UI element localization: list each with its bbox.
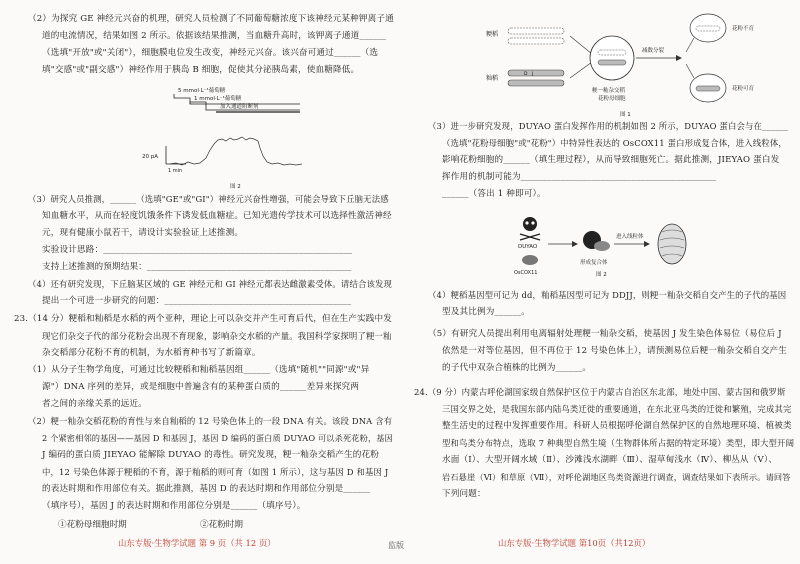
text-line: （选填"开放"或"关闭"），细胞膜电位发生改变，神经元兴奋。该兴奋可通过______（选 (42, 48, 379, 58)
fertile-label: 花粉可育 (732, 86, 755, 92)
text-line: 杂交稻部分花粉不育的机制，为水稻育种书写了新篇章。 (42, 348, 261, 358)
japonica-label: 粳稻 (486, 31, 499, 38)
text-line: （4）还有研究发现，下丘脑某区域的 GE 神经元和 GI 神经元都表达雌激素受体。请结合该发现 (28, 279, 393, 289)
pollen-figure (480, 6, 770, 120)
text-line: 知血糖水平，从而在轻度饥饿条件下诱发低血糖症。已知光遗传学技术可以选择性激活神经 (42, 211, 392, 221)
text-line: 提出一个可进一步研究的问题：__________________________________________ (42, 296, 352, 306)
text-line: （3）进一步研究发现，DUYAO 蛋白发挥作用的机制如图 2 所示，DUYAO 蛋白会与在______ (428, 121, 789, 131)
text-line: 的子代中双杂合植株的比例为______。 (442, 363, 592, 373)
text-line: J 编码的蛋白质 JIEYAO 能解除 DUYAO 的毒性。研究发现，粳一籼杂交稻产生的花粉 (42, 450, 379, 460)
gene-j-label: J (532, 72, 534, 77)
current-trace (170, 137, 302, 165)
complex-label: 形成复合体 (580, 260, 608, 266)
text-line: （3）研究人员推测，______（选填"GE"或"GI"）神经元兴奋性增强，可能会导致下丘脑无法感 (28, 194, 389, 204)
text-line: （5）有研究人员提出利用电离辐射处理粳一籼杂交稻，使基因 J 发生染色体易位（易位后 J (428, 329, 782, 339)
text-line: 2 个紧密相邻的基因——基因 D 和基因 J，基因 D 编码的蛋白质 DUYAO 可以杀死花粉，基因 (42, 433, 393, 443)
current-trace-figure (142, 84, 320, 190)
text-line: 三国交界之处，是我国东部内陆鸟类迁徙的重要通道，在东北亚鸟类的迁徙和繁殖，完成其完 (442, 404, 792, 414)
oscox-shape (522, 255, 538, 265)
text-line: ______（答出 1 种即可）。 (442, 189, 546, 199)
meiosis-label: 减数分裂 (642, 48, 665, 54)
text-line: （选填"花粉母细胞"或"花粉"）中特异性表达的 OsCOX11 蛋白形成复合体，进入线粒体， (442, 138, 787, 148)
scale-x-label: 1 min (168, 168, 183, 174)
page-footer-right: 山东专版·生物学试题 第10页（共12页） (498, 538, 651, 548)
right-column (400, 0, 800, 564)
enter-label: 进入线粒体 (616, 234, 644, 240)
text-line: 现它们杂交子代的部分花粉会出现不育现象，影响杂交水稻的产量。我国科学家探明了粳一籼 (42, 331, 392, 341)
gene-d-label: D (524, 72, 528, 77)
text-line: 整生活史的过程中发挥重要作用。科研人员根据呼伦湖自然保护区的自然地理环境、植被类 (442, 421, 792, 431)
hybrid-label: 粳一籼杂交稻 (592, 88, 626, 94)
figure-caption: 图 1 (620, 112, 631, 118)
japonica-chromosomes (508, 28, 564, 44)
text-line: 岩石悬崖（Ⅵ）和草原（Ⅶ），对呼伦湖地区鸟类资源进行调查，调查结果如下表所示。请回答 (442, 472, 791, 482)
page-footer-left: 山东专版·生物学试题 第 9 页（共 12 页） (118, 538, 276, 548)
sterile-label: 花粉不育 (732, 26, 755, 32)
text-line: 道的电流情况，结果如图 2 所示。依据该结果推测，当血糖升高时，该钾离子通道______ (42, 31, 387, 41)
figure-caption: 图 2 (596, 272, 607, 278)
text-line: 水面（Ⅰ）、大型开阔水域（Ⅱ）、沙滩浅水湖畔（Ⅲ）、湿草甸浅水（Ⅳ）、柳丛从（Ⅴ）、 (442, 455, 778, 465)
duyao-label: DUYAO (518, 244, 538, 250)
text-line: 挥作用的机制可能为____________________________________________ (442, 172, 717, 182)
figure-caption: 图 2 (230, 184, 241, 190)
question-23-line: 23.（14 分）粳稻和籼稻是水稻的两个亚种，理论上可以杂交并产生可育后代，但在生产实践中发 (14, 314, 392, 324)
scale-y-label: 20 pA (142, 154, 159, 160)
glucose-high-label: 5 mmol·L⁻¹葡萄糖 (178, 88, 226, 94)
oscox-label: OsCOX11 (514, 270, 538, 276)
text-line: 下列问题： (442, 489, 486, 499)
text-line: 依然是一对等位基因，但不再位于 12 号染色体上），请预测易位后粳一籼杂交稻自交产生 (442, 346, 787, 356)
hybrid-cell (590, 36, 634, 80)
option-2: ②花粉时期 (200, 520, 243, 530)
text-line: 源"）DNA 序列的差异，或是细胞中普遍含有的某种蛋白质的______差异来探究两 (42, 382, 360, 392)
option-1: ①花粉母细胞时期 (58, 520, 127, 530)
text-line: （填序号），基因 J 的表达时期和作用部位分别是______（填序号）。 (42, 501, 306, 511)
glucose-low-label: 1 mmol·L⁻¹葡萄糖 (194, 96, 242, 102)
indica-chromosomes (508, 70, 564, 86)
text-line: 中，12 号染色体源于粳稻的不育，源于籼稻的则可育（如图 1 所示），这与基因 D 和基因 J (42, 467, 389, 477)
hybrid-sub-label: 花粉母细胞 (598, 96, 626, 102)
text-line: 的表达时期和作用部位有关。据此推测，基因 D 的表达时期和作用部位分别是______ (42, 484, 371, 494)
blocker-label: 加入通道阻断剂 (220, 104, 259, 110)
text-line: （2）粳一籼杂交稻花粉的育性与来自籼稻的 12 号染色体上的一段 DNA 有关。该段 DNA 含有 (28, 416, 393, 426)
center-watermark: 监版 (388, 541, 404, 550)
text-line: （4）粳稻基因型可记为 dd，籼稻基因型可记为 DDJJ，则粳一籼杂交稻自交产生的子代的基因 (428, 290, 787, 300)
text-line: （1）从分子生物学角度，可通过比较粳稻和籼稻基因组______（选填"随机""同源"或"异 (28, 365, 370, 375)
text-line: （2）为探究 GE 神经元兴奋的机理，研究人员检测了不同葡萄糖浓度下该神经元某种钾离子通 (28, 14, 394, 24)
text-line: 型及其比例为______。 (442, 307, 530, 317)
skull-icon (523, 217, 537, 231)
text-line: 型和鸟类分布特点，选取 7 种典型自然生境（生物群体所占据的特定环境）类型，即大型开阔 (442, 438, 795, 448)
text-line: 填"交感"或"副交感"）神经作用于胰岛 B 细胞，促使其分泌胰岛素，使血糖降低。 (42, 65, 360, 75)
mechanism-figure (510, 206, 700, 278)
question-24-line: 24.（9 分）内蒙古呼伦湖国家级自然保护区位于内蒙古自治区东北部，地处中国、蒙古国和俄罗斯 (414, 387, 786, 397)
text-line: 者之间的亲缘关系的远近。 (42, 399, 147, 409)
text-line: 支持上述推测的预期结果：______________________________________________ (42, 262, 352, 272)
text-line: 实验设计思路：________________________________________________________ (42, 245, 353, 255)
text-line: 元，现有健康小鼠若干，请设计实验验证上述推测。 (42, 228, 244, 238)
indica-label: 籼稻 (486, 75, 499, 82)
text-line: 影响花粉细胞的______（填生理过程），从而导致细胞死亡。据此推测，JIEYAO 蛋白发 (442, 155, 780, 165)
